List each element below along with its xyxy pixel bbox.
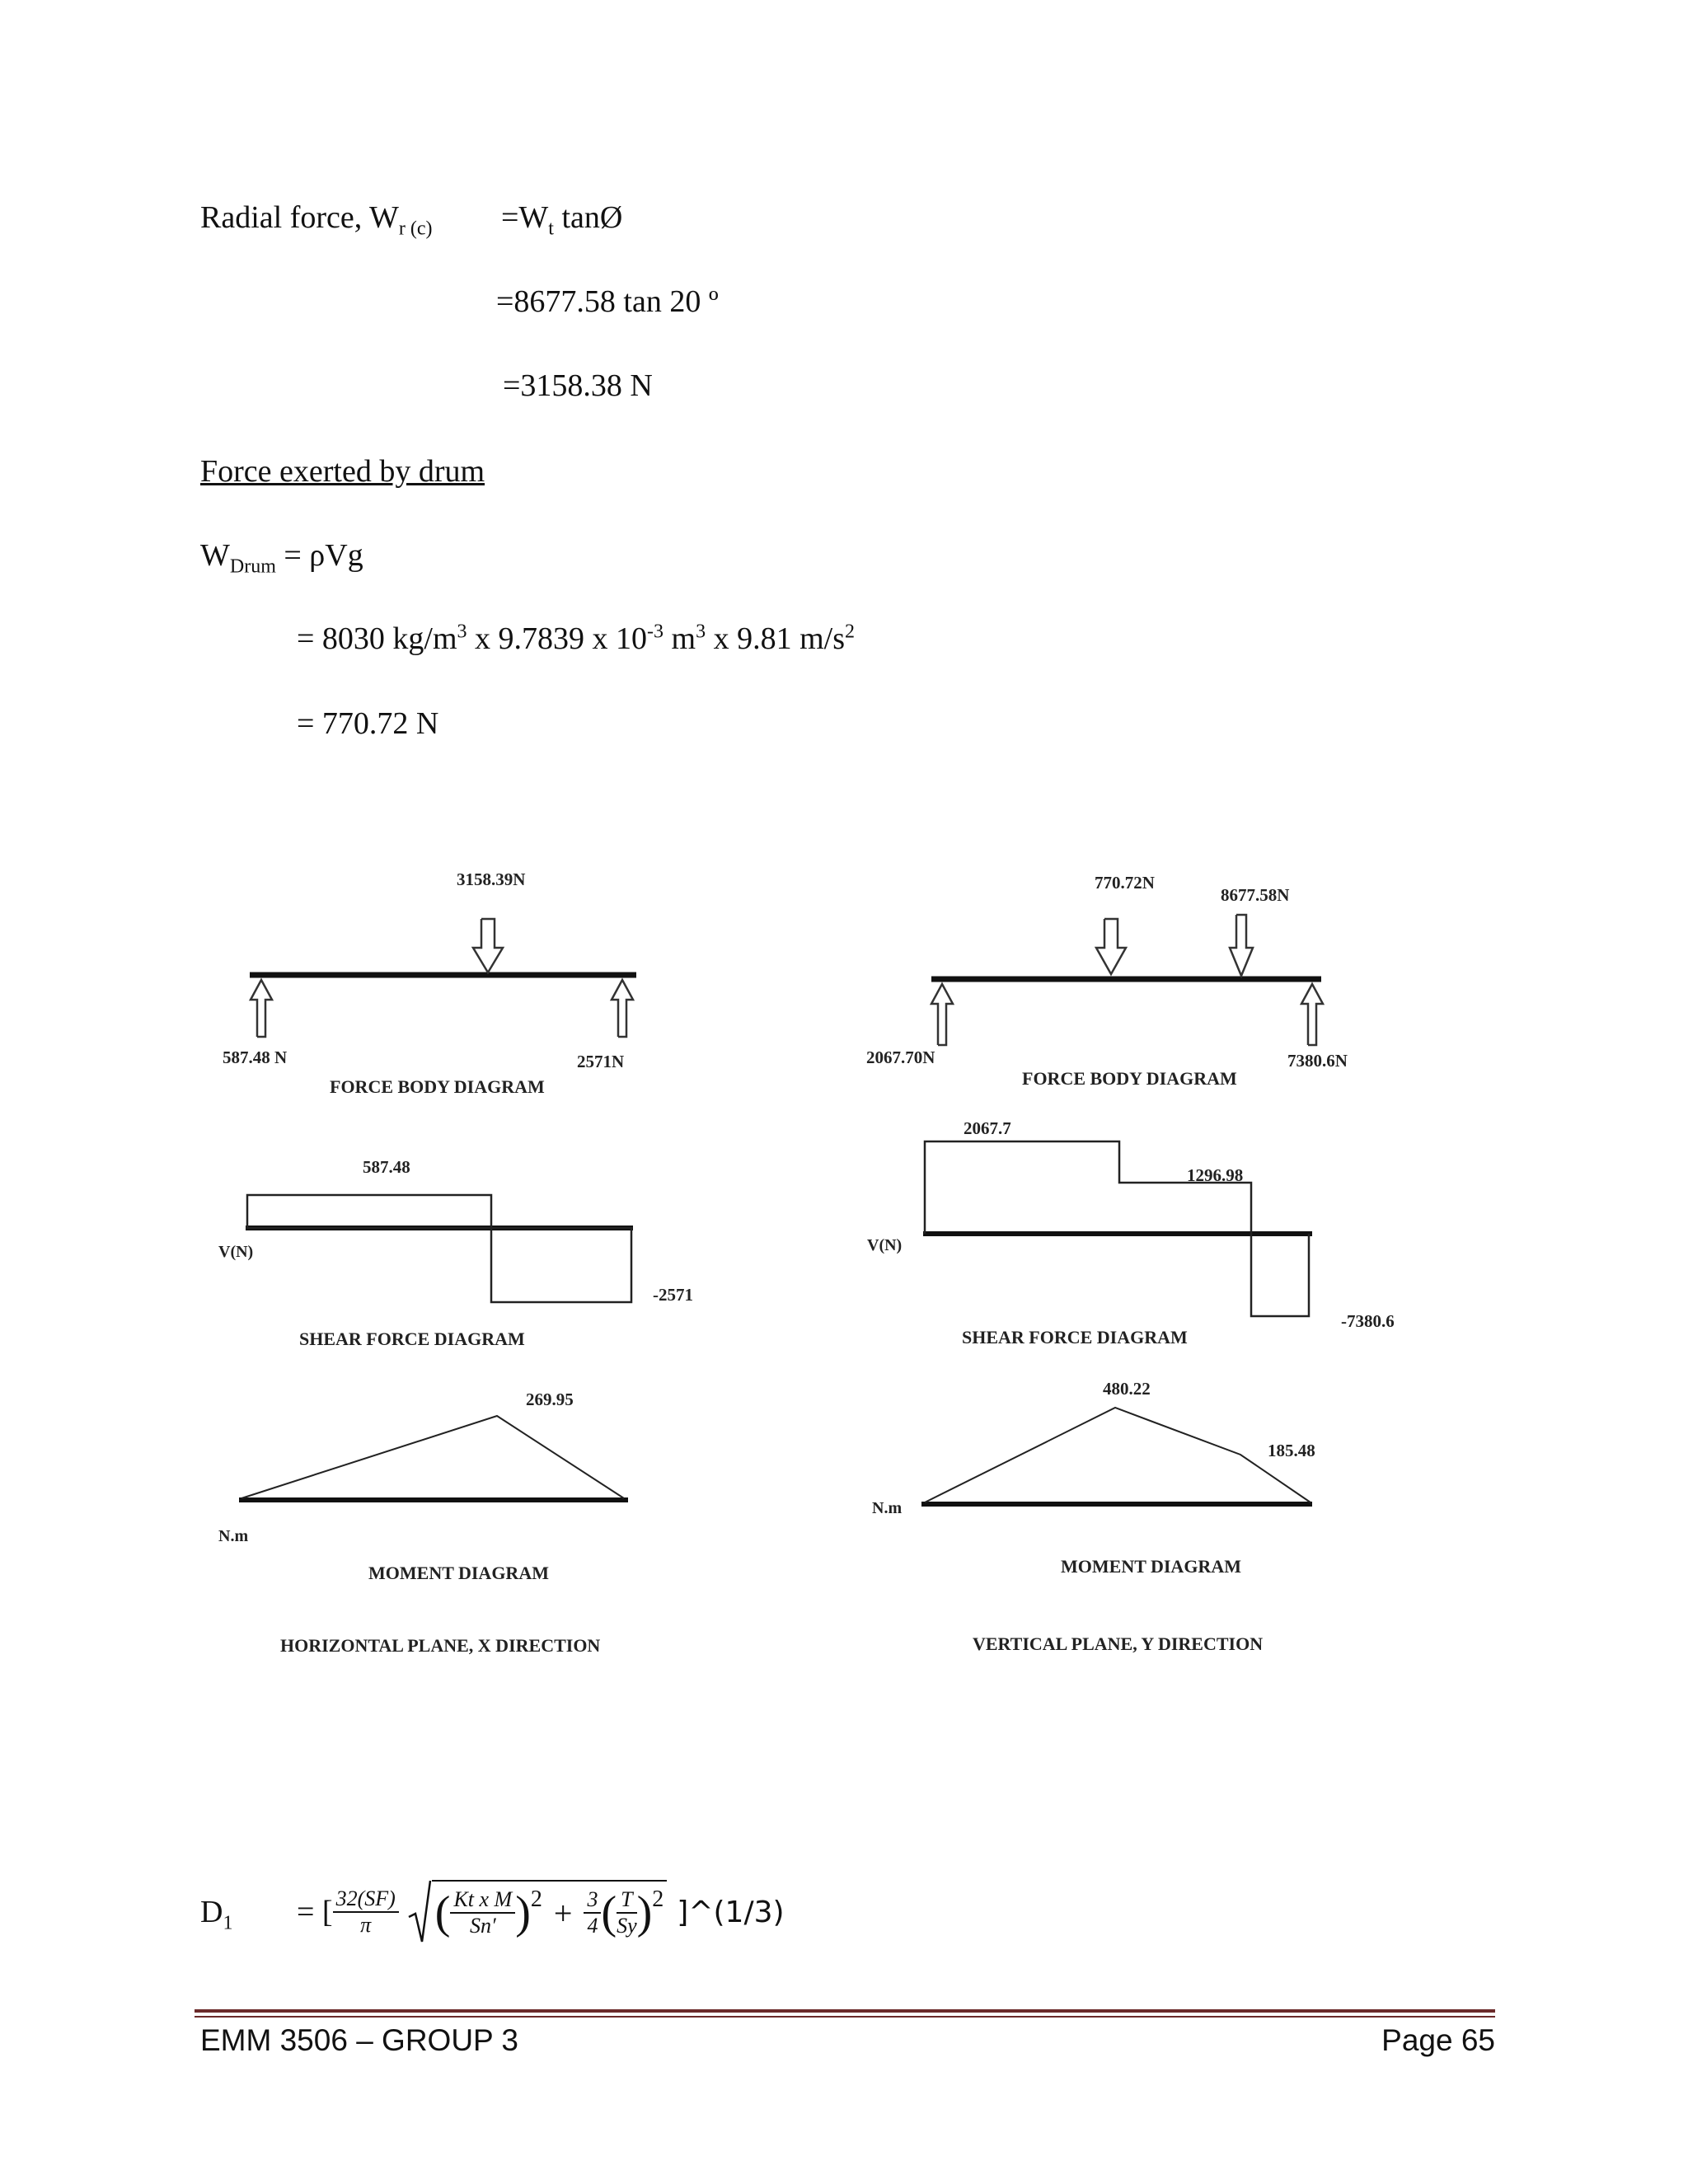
left-reaction-right-label: 2571N xyxy=(577,1052,625,1071)
left-reaction-left-arrow xyxy=(251,980,272,1037)
right-load1-label: 770.72N xyxy=(1095,873,1155,893)
left-load-label: 3158.39N xyxy=(457,869,526,889)
footer-course: EMM 3506 – GROUP 3 xyxy=(200,2023,518,2057)
right-shear-positive xyxy=(925,1141,1251,1234)
radial-force-eq1: $=W_t$ tanØ xyxy=(501,200,623,240)
right-shear-bottom-label: -7380.6 xyxy=(1341,1311,1395,1331)
right-moment-caption: MOMENT DIAGRAM xyxy=(1061,1556,1241,1577)
footer-rule-bottom xyxy=(195,2016,1495,2018)
left-reaction-right-arrow xyxy=(612,980,633,1037)
right-moment-axis-label: N.m xyxy=(872,1499,903,1517)
left-shear-bottom-label: -2571 xyxy=(653,1285,693,1305)
right-reaction-right-arrow xyxy=(1301,984,1323,1045)
drum-weight-eq3: = 770.72 N xyxy=(297,706,439,741)
sqrt-body: ( $\frac{\text{Kt x M}}{Sn'}$ ) $^2$ + $\frac{3}{4}$ ( $\frac{T}{Sy}$ ) $^2$ xyxy=(432,1880,668,1939)
right-moment-mid-label: 185.48 xyxy=(1268,1441,1315,1460)
formula-close: ]^(1/3) xyxy=(677,1895,785,1929)
left-shear-positive xyxy=(247,1195,491,1228)
drum-heading: Force exerted by drum xyxy=(200,454,485,489)
right-reaction-left-label: 2067.70N xyxy=(866,1047,935,1067)
left-load-arrow xyxy=(473,919,503,972)
right-moment-curve xyxy=(925,1408,1311,1502)
formula-label: $D_1$ xyxy=(200,1895,233,1934)
left-reaction-left-label: 587.48 N xyxy=(223,1047,288,1067)
formula-sqrt xyxy=(407,1879,668,1945)
right-shear-negative xyxy=(1251,1234,1309,1316)
footer-page-number: Page 65 xyxy=(1381,2023,1495,2057)
left-plane-caption: HORIZONTAL PLANE, X DIRECTION xyxy=(280,1635,601,1656)
right-shear-top-label: 2067.7 xyxy=(964,1118,1011,1138)
right-reaction-left-arrow xyxy=(931,984,953,1045)
right-moment-peak-label: 480.22 xyxy=(1103,1379,1151,1399)
right-shear-mid-label: 1296.98 xyxy=(1187,1165,1244,1185)
right-plane-caption: VERTICAL PLANE, Y DIRECTION xyxy=(973,1633,1264,1654)
left-moment-caption: MOMENT DIAGRAM xyxy=(368,1563,549,1583)
right-load1-arrow xyxy=(1096,919,1126,974)
formula-frac-ktm: $\frac{\text{Kt x M}}{Sn'}$ xyxy=(450,1887,515,1938)
radial-force-eq3: =3158.38 N xyxy=(503,368,653,403)
left-fbd-caption: FORCE BODY DIAGRAM xyxy=(330,1076,545,1097)
formula-expression xyxy=(297,1871,785,1953)
sqrt-sign-icon xyxy=(407,1879,432,1945)
left-shear-top-label: 587.48 xyxy=(363,1157,410,1177)
left-moment-curve xyxy=(241,1416,624,1498)
footer-rule-top xyxy=(195,2009,1495,2013)
right-fbd-caption: FORCE BODY DIAGRAM xyxy=(1022,1068,1237,1089)
radial-force-label: Radial force, $W_{r (c)}$ xyxy=(200,200,433,240)
left-shear-negative xyxy=(491,1228,631,1302)
formula-frac-32sf: $\frac{32(SF)}{\pi}$ xyxy=(333,1886,399,1938)
radial-force-eq2: =8677.58 tan 20 º xyxy=(496,284,719,319)
left-moment-axis-label: N.m xyxy=(218,1527,249,1545)
drum-weight-label: $W_{Drum} = \rho Vg$ xyxy=(200,538,363,578)
right-load2-label: 8677.58N xyxy=(1221,885,1290,905)
left-shear-axis-label: V(N) xyxy=(218,1243,254,1261)
formula-frac-3-4: $\frac{3}{4}$ xyxy=(584,1887,601,1938)
right-load2-arrow xyxy=(1230,915,1253,976)
drum-weight-eq2: = 8030 $kg/m^3$ x 9.7839 x $10^{-3}$ $m^3$ x 9.81 $m/s^2$ xyxy=(297,621,856,656)
right-shear-caption: SHEAR FORCE DIAGRAM xyxy=(962,1327,1188,1347)
formula-open: = [ xyxy=(297,1895,333,1929)
right-shear-axis-label: V(N) xyxy=(867,1236,903,1254)
formula-frac-t-sy: $\frac{T}{Sy}$ xyxy=(617,1887,637,1938)
left-shear-caption: SHEAR FORCE DIAGRAM xyxy=(299,1329,525,1349)
left-moment-peak-label: 269.95 xyxy=(526,1390,574,1409)
right-reaction-right-label: 7380.6N xyxy=(1287,1051,1348,1071)
